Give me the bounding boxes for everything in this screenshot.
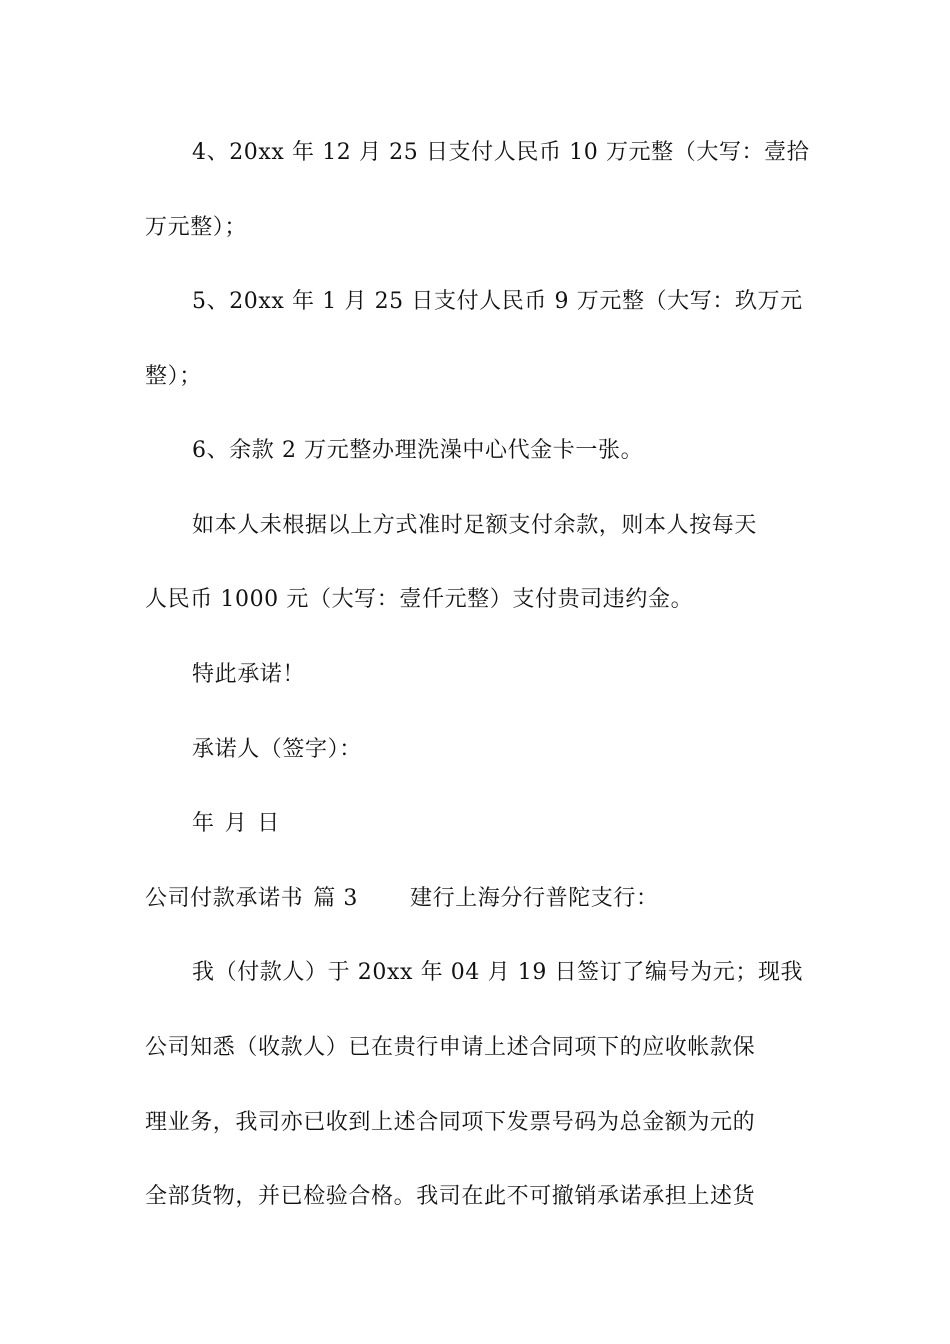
paragraph-line: 4、20xx 年 12 月 25 日支付人民币 10 万元整（大写：壹拾 [192,140,810,165]
paragraph-line: 万元整）； [145,215,248,240]
paragraph-line: 整）； [145,364,202,389]
paragraph-line: 公司知悉（收款人）已在贵行申请上述合同项下的应收帐款保 [145,1035,756,1060]
section-heading-line [145,886,659,912]
paragraph-line: 人民币 1000 元（大写：壹仟元整）支付贵司违约金。 [145,587,694,612]
closing-statement: 特此承诺！ [192,662,306,687]
section-number: 篇 3 [313,886,358,911]
paragraph-line: 理业务，我司亦已收到上述合同项下发票号码为总金额为元的 [145,1110,756,1135]
paragraph-line: 6、余款 2 万元整办理洗澡中心代金卡一张。 [192,438,644,463]
section-title: 公司付款承诺书 [145,886,304,911]
paragraph-line: 我（付款人）于 20xx 年 04 月 19 日签订了编号为元；现我 [192,960,804,985]
addressee: 建行上海分行普陀支行： [410,886,659,911]
paragraph-line: 如本人未根据以上方式准时足额支付余款，则本人按每天 [192,513,758,538]
date-line [192,811,280,837]
paragraph-line: 全部货物，并已检验合格。我司在此不可撤销承诺承担上述货 [145,1184,756,1209]
date-year-label: 年 [192,811,215,836]
date-day-label: 日 [257,811,280,836]
signature-label: 承诺人（签字）： [192,737,362,762]
date-month-label: 月 [224,811,248,836]
paragraph-line: 5、20xx 年 1 月 25 日支付人民币 9 万元整（大写：玖万元 [192,289,803,314]
